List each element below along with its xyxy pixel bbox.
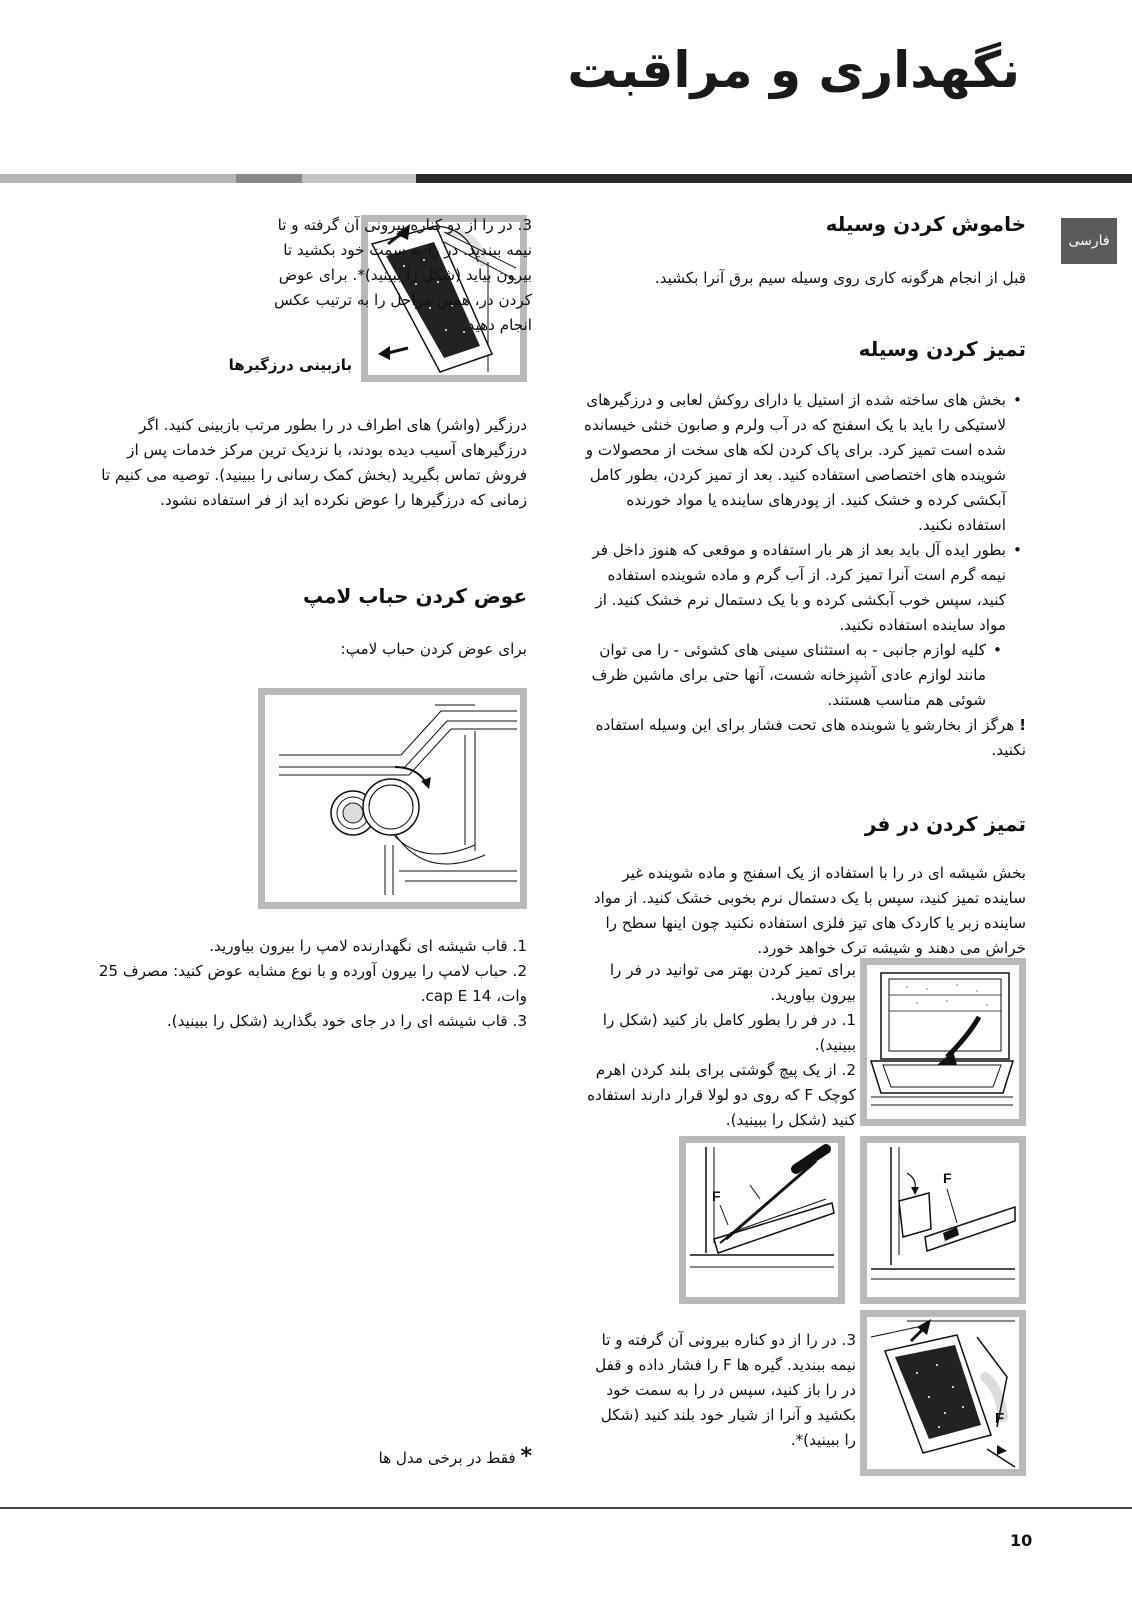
header-bar-dark xyxy=(416,174,1132,183)
seals-heading: بازبینی درزگیرها xyxy=(228,356,352,374)
refit-text: 3. در را از دو کناره بیرونی آن گرفته و تا نیمه ببندید. در را به سمت خود بکشید تا بیرون بیاید (شکل را ببینید)*. برای عوض کردن در، همین مراحل را به ترتیب عکس انجام دهید. xyxy=(274,216,532,334)
cleaning-list xyxy=(576,388,1026,763)
footnote xyxy=(378,1444,532,1469)
lamp-step-2: 2. حباب لامپ را بیرون آورده و با نوع مشابه عوض کنید: مصرف 25 وات، cap E 14. xyxy=(98,962,527,1005)
lamp-illustration xyxy=(265,695,520,902)
lamp-heading: عوض کردن حباب لامپ xyxy=(302,584,527,608)
header-bar-mid xyxy=(236,174,302,183)
figure-oven-open xyxy=(860,958,1026,1126)
page-title: نگهداری و مراقبت xyxy=(567,41,1020,99)
page-number: 10 xyxy=(1010,1531,1033,1550)
oven-open-illustration xyxy=(867,965,1019,1119)
figure-hinge-lever xyxy=(860,1136,1026,1304)
cleaning-sub-bullet: • کلیه لوازم جانبی - به استثنای سینی های کشوئی - را می توان مانند لوازم عادی آشپزخانه شست، آنها حتی برای ماشین ظرف شوئی هم مناسب هستند. xyxy=(576,638,1026,713)
hinge-lever-illustration xyxy=(867,1143,1019,1297)
lever-label-f: F xyxy=(943,1170,952,1186)
lamp-steps xyxy=(82,934,527,1034)
figure-lamp xyxy=(258,688,527,909)
cleaning-bullet: • بطور ایده آل باید بعد از هر بار استفاده و موقعی که هنوز داخل فر نیمه گرم است آنرا تمیز کرد. از آب گرم و ماده شوینده استفاده کنید، سپس خوب آبکشی کرده و با یک دستمال نرم خشک کنید. از مواد ساینده استفاده نکنید. xyxy=(576,538,1026,638)
header-bar-light-2 xyxy=(302,174,416,183)
warning-note xyxy=(576,713,1026,763)
oven-door-step-1: 1. در فر را بطور کامل باز کنید (شکل را ببینید). xyxy=(602,1011,856,1054)
oven-door-text: بخش شیشه ای در را با استفاده از یک اسفنج و ماده شوینده غیر ساینده تمیز کنید، سپس با یک دستمال نرم بخوبی خشک کنید. از مواد ساینده زبر یا کاردک های تیز فلزی استفاده نکنید چون اینها سطح را خراش می دهند و شیشه ترک خواهد خورد. xyxy=(593,864,1026,957)
switch-off-heading: خاموش کردن وسیله xyxy=(825,212,1026,236)
oven-door-steps xyxy=(586,958,856,1133)
oven-door-step-3: 3. در را از دو کناره بیرونی آن گرفته و تا نیمه ببندید. گیره ها F را فشار داده و قفل در را باز کنید، سپس در را به سمت خود بکشید و آنرا از شیار خود بلند کنید (شکل را ببینید)*. xyxy=(595,1331,856,1449)
footnote-text: فقط در برخی مدل ها xyxy=(378,1449,516,1467)
switch-off-text: قبل از انجام هرگونه کاری روی وسیله سیم برق آنرا بکشید. xyxy=(654,269,1026,287)
language-tab[interactable]: فارسی xyxy=(1061,218,1117,264)
header-bar-light-1 xyxy=(0,174,236,183)
hinge-label-f: F xyxy=(712,1188,721,1204)
lamp-step-1: 1. قاب شیشه ای نگهدارنده لامپ را بیرون بیاورید. xyxy=(209,937,527,955)
lamp-intro: برای عوض کردن حباب لامپ: xyxy=(340,640,527,658)
footnote-star: * xyxy=(520,1444,532,1469)
cleaning-bullet: • بخش های ساخته شده از استیل یا دارای روکش لعابی و درزگیرهای لاستیکی را باید با یک اسفنج که در آب ولرم و صابون خنثی خیسانده شده است تمیز کرد. برای پاک کردن لکه های سخت از محصولات و شوینده های اختصاصی استفاده کنید. بعد از تمیز کردن، بطور کامل آبکشی کرده و خشک کنید. از پودرهای ساینده یا مواد خورنده استفاده نکنید. xyxy=(576,388,1026,538)
figure-hinge-screwdriver xyxy=(679,1136,845,1304)
lamp-step-3: 3. قاب شیشه ای را در جای خود بگذارید (شکل را ببینید). xyxy=(166,1012,527,1030)
door-label-f: F xyxy=(995,1410,1005,1427)
hinge-screwdriver-illustration xyxy=(686,1143,838,1297)
footer-divider xyxy=(0,1507,1132,1509)
warning-text: هرگز از بخارشو یا شوینده های تحت فشار برای این وسیله استفاده نکنید. xyxy=(595,716,1026,759)
oven-door-intro: برای تمیز کردن بهتر می توانید در فر را بیرون بیاورید. xyxy=(609,961,856,1004)
seals-text: درزگیر (واشر) های اطراف در را بطور مرتب بازبینی کنید. اگر درزگیرهای آسیب دیده بودند، با نزدیک ترین مرکز خدمات پس از فروش تماس بگیرید (بخش کمک رسانی را ببینید). توصیه می کنیم تا زمانی که درزگیرها را عوض نکرده اید از فر استفاده نشود. xyxy=(101,416,527,509)
oven-door-step-2: 2. از یک پیچ گوشتی برای بلند کردن اهرم کوچک F که روی دو لولا قرار دارند استفاده کنید (شکل را ببینید). xyxy=(587,1061,856,1129)
warning-icon: ! xyxy=(1019,716,1026,734)
cleaning-heading: تمیز کردن وسیله xyxy=(858,337,1026,361)
oven-door-heading: تمیز کردن در فر xyxy=(864,812,1026,836)
door-removal-f-illustration xyxy=(867,1317,1019,1469)
figure-door-removal-f xyxy=(860,1310,1026,1476)
